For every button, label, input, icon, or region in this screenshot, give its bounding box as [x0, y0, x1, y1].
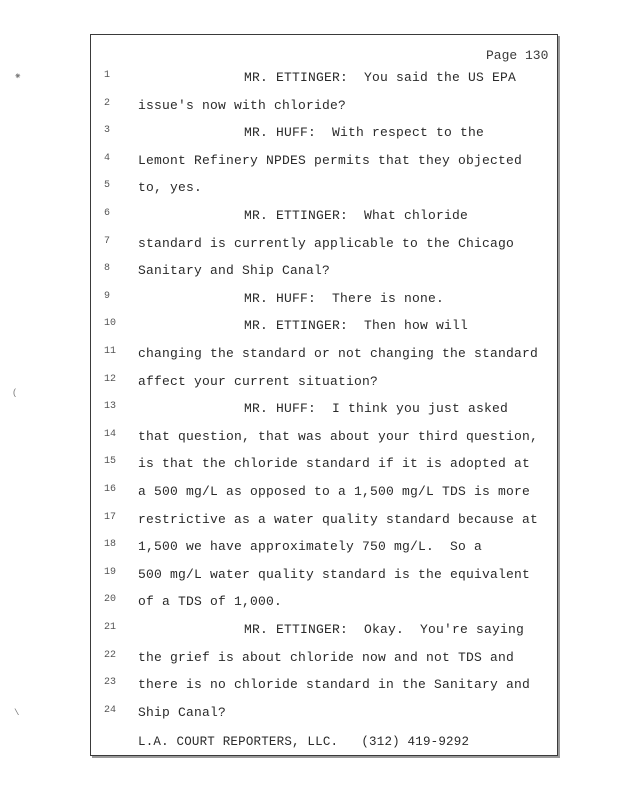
line-number: 4	[104, 153, 111, 164]
line-number: 1	[104, 70, 111, 81]
court-reporter-footer: L.A. COURT REPORTERS, LLC. (312) 419-9292	[138, 735, 470, 749]
transcript-line: MR. ETTINGER: Then how will	[244, 318, 469, 333]
line-number: 10	[104, 318, 117, 329]
line-number: 7	[104, 236, 111, 247]
transcript-line: standard is currently applicable to the Chicago	[138, 236, 515, 251]
line-number: 19	[104, 567, 117, 578]
line-number: 21	[104, 622, 117, 633]
line-number: 2	[104, 98, 111, 109]
transcript-line: Sanitary and Ship Canal?	[138, 263, 331, 278]
scan-artifact: ⁕	[14, 72, 22, 82]
line-number: 8	[104, 263, 111, 274]
transcript-line: to, yes.	[138, 180, 203, 195]
line-number: 23	[104, 677, 117, 688]
scan-artifact: (	[12, 388, 18, 398]
line-number: 24	[104, 705, 117, 716]
transcript-line: of a TDS of 1,000.	[138, 594, 283, 609]
line-number: 15	[104, 456, 117, 467]
transcript-line: issue's now with chloride?	[138, 98, 347, 113]
transcript-line: MR. ETTINGER: You said the US EPA	[244, 70, 517, 85]
line-number: 16	[104, 484, 117, 495]
line-number: 13	[104, 401, 117, 412]
page-number: Page 130	[486, 48, 549, 63]
transcript-line: MR. HUFF: With respect to the	[244, 125, 485, 140]
line-number: 17	[104, 512, 117, 523]
transcript-line: 500 mg/L water quality standard is the equivalent	[138, 567, 531, 582]
line-number: 20	[104, 594, 117, 605]
transcript-line: changing the standard or not changing the standard	[138, 346, 539, 361]
line-number: 6	[104, 208, 111, 219]
transcript-line: a 500 mg/L as opposed to a 1,500 mg/L TDS is more	[138, 484, 531, 499]
line-number: 5	[104, 180, 111, 191]
transcript-line: MR. ETTINGER: Okay. You're saying	[244, 622, 525, 637]
transcript-line: MR. HUFF: There is none.	[244, 291, 445, 306]
transcript-line: Lemont Refinery NPDES permits that they objected	[138, 153, 523, 168]
line-number: 18	[104, 539, 117, 550]
line-number: 3	[104, 125, 111, 136]
transcript-line: MR. ETTINGER: What chloride	[244, 208, 469, 223]
transcript-line: that question, that was about your third question,	[138, 429, 539, 444]
scan-artifact: \	[14, 708, 20, 718]
line-number: 14	[104, 429, 117, 440]
transcript-line: is that the chloride standard if it is adopted at	[138, 456, 531, 471]
line-number: 12	[104, 374, 117, 385]
transcript-line: there is no chloride standard in the Sanitary and	[138, 677, 531, 692]
transcript-line: 1,500 we have approximately 750 mg/L. So a	[138, 539, 483, 554]
transcript-line: Ship Canal?	[138, 705, 227, 720]
transcript-line: affect your current situation?	[138, 374, 379, 389]
transcript-line: restrictive as a water quality standard because at	[138, 512, 539, 527]
transcript-line: the grief is about chloride now and not TDS and	[138, 650, 515, 665]
transcript-line: MR. HUFF: I think you just asked	[244, 401, 509, 416]
line-number: 9	[104, 291, 111, 302]
line-number: 22	[104, 650, 117, 661]
line-number: 11	[104, 346, 117, 357]
